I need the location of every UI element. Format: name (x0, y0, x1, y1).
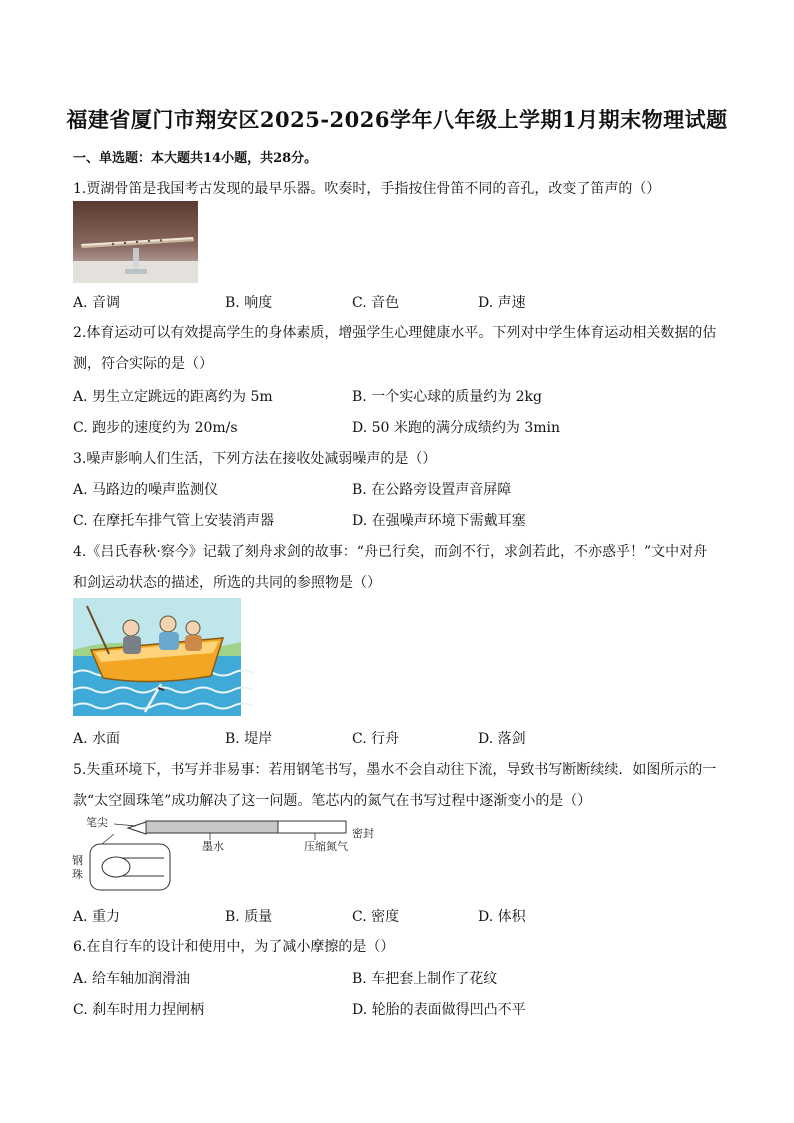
question-3-option-d: D. 在强噪声环境下需戴耳塞 (352, 513, 526, 529)
ball-label-line-1: 钢 (72, 854, 83, 867)
question-2-option-c: C. 跑步的速度约为 20m/s (73, 420, 238, 436)
question-3-option-c: C. 在摩托车排气管上安装消声器 (73, 513, 275, 529)
nitrogen-label: 压缩氮气 (304, 840, 348, 853)
question-5-option-a: A. 重力 (73, 909, 121, 925)
space-pen-diagram (70, 814, 374, 894)
page-title: 福建省厦门市翔安区2025-2026学年八年级上学期1月期末物理试题 (66, 107, 728, 132)
question-6-option-c: C. 刹车时用力捏闸柄 (73, 1002, 205, 1018)
question-4-option-a: A. 水面 (73, 731, 121, 747)
question-3-option-b: B. 在公路旁设置声音屏障 (352, 482, 512, 498)
question-2-option-d: D. 50 米跑的满分成绩约为 3min (352, 420, 561, 436)
question-5-option-c: C. 密度 (352, 909, 400, 925)
question-1-option-d: D. 声速 (478, 295, 526, 311)
question-4-stem-line-1: 4.《吕氏春秋·察今》记载了刻舟求剑的故事：“舟已行矣，而剑不行，求剑若此，不亦惑乎！”文中对舟 (73, 544, 708, 560)
pen-tip-label: 笔尖 (86, 816, 108, 829)
question-1-option-b: B. 响度 (225, 295, 273, 311)
question-6-option-d: D. 轮胎的表面做得凹凸不平 (352, 1002, 526, 1018)
bone-flute-photo (73, 201, 198, 283)
question-1-option-c: C. 音色 (352, 295, 400, 311)
question-4-option-d: D. 落剑 (478, 731, 526, 747)
question-5-stem-line-2: 款“太空圆珠笔”成功解决了这一问题。笔芯内的氮气在书写过程中逐渐变小的是（） (73, 793, 592, 809)
seal-label: 密封 (352, 827, 374, 840)
question-4-stem-line-2: 和剑运动状态的描述，所选的共同的参照物是（） (73, 575, 381, 591)
question-5-stem-line-1: 5.失重环境下，书写并非易事：若用钢笔书写，墨水不会自动往下流，导致书写断断续续．如图所示的一 (73, 762, 717, 778)
question-3-stem: 3.噪声影响人们生活，下列方法在接收处减弱噪声的是（） (73, 451, 437, 467)
question-5-option-d: D. 体积 (478, 909, 526, 925)
section-heading: 一、单选题：本大题共14小题，共28分。 (73, 151, 318, 166)
question-4-option-b: B. 堤岸 (225, 731, 273, 747)
question-2-stem-line-2: 测，符合实际的是（） (73, 356, 213, 372)
question-6-stem: 6.在自行车的设计和使用中，为了减小摩擦的是（） (73, 939, 395, 955)
question-6-option-b: B. 车把套上制作了花纹 (352, 971, 498, 987)
question-2-stem-line-1: 2.体育运动可以有效提高学生的身体素质，增强学生心理健康水平。下列对中学生体育运动相关数据的估 (73, 325, 717, 341)
question-3-option-a: A. 马路边的噪声监测仪 (73, 482, 219, 498)
ball-label-line-2: 珠 (72, 868, 83, 881)
question-2-option-b: B. 一个实心球的质量约为 2kg (352, 389, 542, 405)
question-5-option-b: B. 质量 (225, 909, 273, 925)
question-4-option-c: C. 行舟 (352, 731, 400, 747)
question-1-stem: 1.贾湖骨笛是我国考古发现的最早乐器。吹奏时，手指按住骨笛不同的音孔，改变了笛声的（） (73, 181, 661, 197)
boat-sword-illustration (73, 598, 241, 716)
question-1-option-a: A. 音调 (73, 295, 121, 311)
ink-label: 墨水 (202, 840, 224, 853)
question-6-option-a: A. 给车轴加润滑油 (73, 971, 191, 987)
question-2-option-a: A. 男生立定跳远的距离约为 5m (73, 389, 273, 405)
